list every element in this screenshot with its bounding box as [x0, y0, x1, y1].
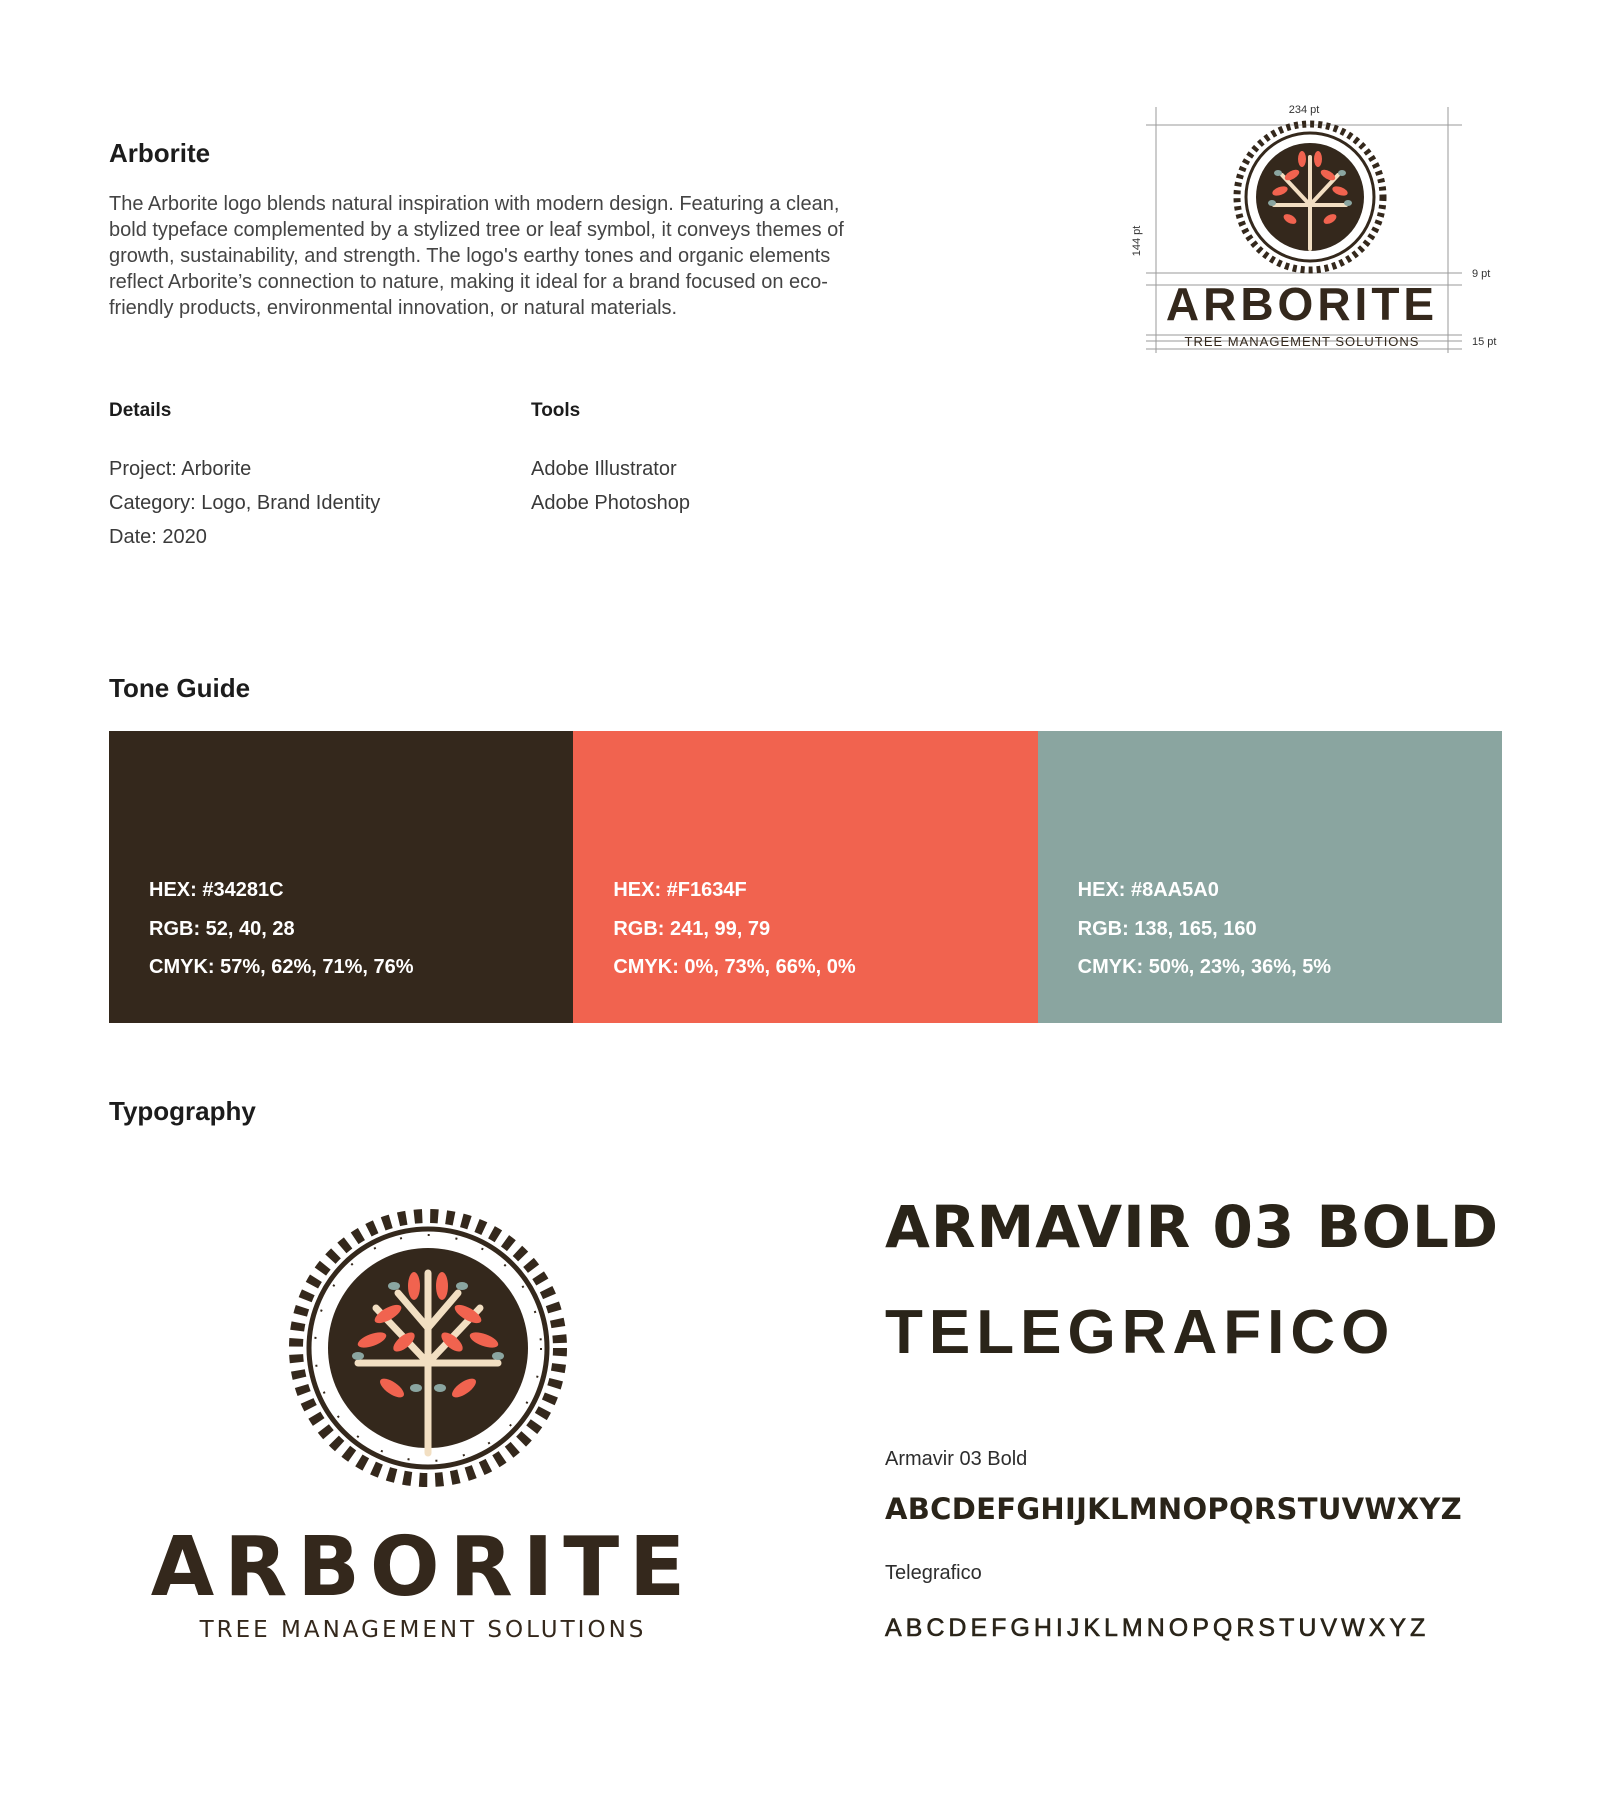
detail-category: Category: Logo, Brand Identity: [109, 492, 381, 514]
spec-wordmark: ARBORITE: [1165, 278, 1439, 330]
detail-project: Project: Arborite: [109, 458, 252, 480]
typography-heading: Typography: [109, 1096, 256, 1126]
tone-guide-heading: Tone Guide: [109, 673, 251, 703]
swatch-rgb: RGB: 52, 40, 28: [149, 917, 295, 940]
details-list: [109, 452, 380, 554]
logo-spec-diagram: [1126, 95, 1516, 365]
project-title: Arborite: [109, 138, 211, 168]
details-heading: Details: [109, 400, 172, 421]
height-label: 144 pt: [1131, 225, 1143, 257]
tool-illustrator: Adobe Illustrator: [531, 458, 677, 480]
swatch-coral: [573, 731, 1037, 1023]
swatch-rgb: RGB: 138, 165, 160: [1077, 917, 1257, 940]
swatch-hex: HEX: #F1634F: [613, 879, 747, 901]
swatch-info: [1078, 871, 1331, 987]
tree-emblem-icon: [1237, 124, 1383, 270]
swatch-info: [149, 871, 414, 987]
armavir-font-name: Armavir 03 Bold: [885, 1448, 1028, 1470]
swatch-cmyk: CMYK: 57%, 62%, 71%, 76%: [149, 956, 414, 978]
swatch-cmyk: CMYK: 0%, 73%, 66%, 0%: [613, 956, 856, 978]
logo-wordmark: ARBORITE: [150, 1520, 696, 1615]
armavir-alphabet: ABCDEFGHIJKLMNOPQRSTUVWXYZ: [885, 1492, 1462, 1526]
tagline-size-label: 15 pt: [1472, 336, 1497, 348]
swatch-cmyk: CMYK: 50%, 23%, 36%, 5%: [1077, 956, 1332, 978]
swatch-hex: HEX: #34281C: [149, 879, 284, 901]
swatch-rgb: RGB: 241, 99, 79: [613, 917, 771, 940]
armavir-display-specimen: ARMAVIR 03 BOLD: [885, 1193, 1500, 1261]
swatch-info: [613, 871, 855, 987]
telegrafico-display-specimen: TELEGRAFICO: [885, 1298, 1396, 1367]
gear-ring-icon: [296, 1216, 560, 1480]
tool-photoshop: Adobe Photoshop: [531, 492, 691, 514]
primary-logo: [140, 1205, 720, 1655]
detail-date: Date: 2020: [109, 526, 207, 548]
telegrafico-font-name: Telegrafico: [885, 1562, 982, 1584]
swatch-dark: [109, 731, 573, 1023]
logo-tagline: TREE MANAGEMENT SOLUTIONS: [199, 1617, 647, 1643]
swatch-hex: HEX: #8AA5A0: [1077, 879, 1219, 901]
tone-swatches: [109, 731, 1502, 1023]
spec-tagline: TREE MANAGEMENT SOLUTIONS: [1184, 334, 1420, 349]
swatch-teal: [1038, 731, 1502, 1023]
tools-list: [531, 452, 690, 520]
width-label: 234 pt: [1288, 104, 1320, 116]
tools-heading: Tools: [531, 400, 581, 421]
project-description: The Arborite logo blends natural inspiration with modern design. Featuring a clean, bold typeface complemented by a stylized tree or leaf symbol, it conveys themes of growth, sustainability, and strength. The logo's earthy tones and organic elements reflect Arborite’s connection to nature, making it ideal for a brand focused on eco-friendly products, environmental innovation, or natural materials.: [109, 193, 844, 319]
telegrafico-alphabet: ABCDEFGHIJKLMNOPQRSTUVWXYZ: [885, 1614, 1430, 1642]
gap-label: 9 pt: [1472, 268, 1491, 280]
